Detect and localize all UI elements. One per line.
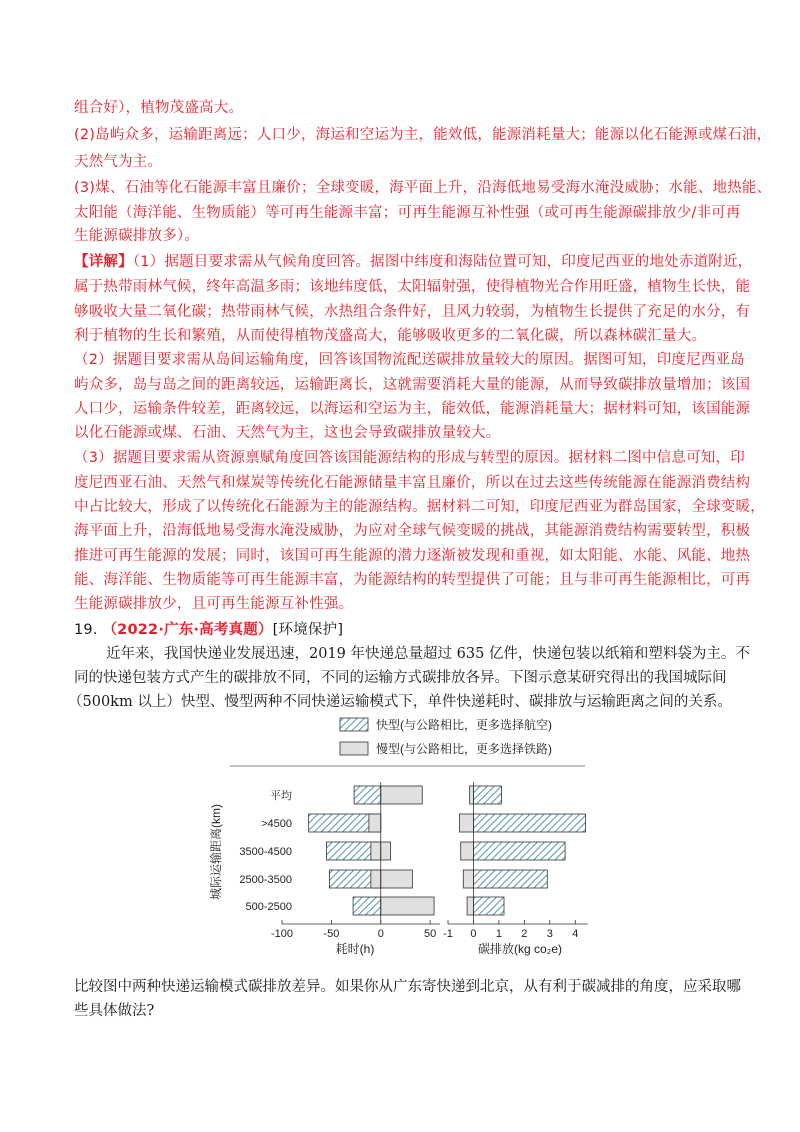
explain-tag: 【详解】: [74, 254, 133, 270]
category-label-2: 3500-4500: [239, 846, 292, 858]
carbon-fast-bar-1: [473, 814, 585, 832]
legend-swatch-1: [340, 742, 368, 755]
carbon-tick-label-0: -1: [443, 928, 453, 940]
time-slow-bar-2: [381, 842, 391, 860]
carbon-tick-label-5: 4: [572, 928, 579, 940]
time-slow-bar-3: [381, 870, 413, 888]
explain-p1-line-1: [74, 250, 752, 271]
question-stem-line-1: 近年来，我国快递业发展迅速，2019 年快递总量超过 635 亿件，快递包装以纸箱和塑料袋为主。不: [106, 646, 750, 662]
chart-y-axis-label: 城际运输距离(km): [209, 804, 223, 900]
answer-line-6: 生能源碳排放多）。: [74, 228, 200, 244]
carbon-slow-bar-4: [467, 897, 473, 915]
answer-line-2: (2)岛屿众多，运输距离远；人口少，海运和空运为主，能效低，能源消耗量大；能源以化石能源或煤石油，: [74, 127, 772, 143]
explain-p2-line-3: 人口少，运输条件较差，距离较远，以海运和空运为主，能效低，能源消耗量大；据材料可知，该国能源: [74, 401, 751, 417]
time-slow-left-bar-3: [371, 870, 381, 888]
category-label-4: 500-2500: [245, 901, 292, 913]
carbon-tick-label-2: 1: [495, 928, 502, 940]
time-tick-label-3: 50: [424, 928, 437, 940]
time-slow-bar-4: [381, 897, 434, 915]
carbon-tick-label-3: 2: [521, 928, 528, 940]
question-topic: [环境保护]: [272, 622, 344, 638]
legend-label-1: 慢型(与公路相比，更多选择铁路): [376, 742, 552, 756]
question-stem-line-3: （500km 以上）快型、慢型两种不同快递运输模式下，单件快递耗时、碳排放与运输距离之间的关系。: [68, 694, 732, 710]
explain-p2-line-1: （2）据题目要求需从岛间运输角度，回答该国物流配送碳排放量较大的原因。据图可知，印度尼西亚岛: [74, 352, 745, 368]
explain-p3-line-3: 中占比较大，形成了以传统化石能源为主的能源结构。据材料二可知，印度尼西亚为群岛国家，全球变暖，: [74, 499, 765, 515]
question-number: 19.: [74, 622, 98, 638]
time-tick-label-1: -50: [323, 928, 340, 940]
explain-p2-line-4: 以化石能源或煤、石油、天然气为主，这也会导致碳排放量较大。: [74, 425, 501, 441]
carbon-fast-bar-0: [473, 786, 501, 804]
time-slow-left-bar-2: [371, 842, 381, 860]
category-label-1: >4500: [261, 818, 292, 830]
answer-line-3: 天然气为主。: [74, 154, 163, 170]
answer-line-5: 太阳能（海洋能、生物质能）等可再生能源丰富；可再生能源互补性强（或可再生能源碳排放少/非可再: [74, 205, 741, 221]
carbon-slow-bar-1: [459, 814, 473, 832]
carbon-fast-bar-3: [473, 870, 547, 888]
question-ask-line-1: 比较图中两种快递运输模式碳排放差异。如果你从广东寄快递到北京，从有利于碳减排的角度，应采取哪: [74, 979, 741, 995]
explain-p3-line-6: 能、海洋能、生物质能等可再生能源丰富，为能源结构的转型提供了可能；且与非可再生能源相比，可再: [74, 572, 751, 588]
carbon-slow-bar-0: [470, 786, 474, 804]
carbon-slow-bar-2: [461, 842, 474, 860]
chart-legend: [340, 717, 552, 756]
time-axis-label: 耗时(h): [335, 942, 375, 956]
time-slow-left-bar-1: [369, 814, 381, 832]
question-stem-line-2: 同的快递包装方式产生的碳排放不同，不同的运输方式碳排放各异。下图示意某研究得出的我国城际间: [74, 670, 727, 686]
carbon-tick-label-4: 3: [546, 928, 553, 940]
explain-p1-line-2: 属于热带雨林气候，终年高温多雨；该地纬度低，太阳辐射强，使得植物光合作用旺盛，植物生长快，能: [74, 279, 751, 295]
carbon-axis-label: 碳排放(kg co₂e): [477, 942, 563, 956]
explain-p1-line-4: 利于植物的生长和繁殖，从而使得植物茂盛高大，能够吸收更多的二氧化碳，所以森林碳汇量大。: [74, 328, 707, 344]
legend-swatch-0: [340, 718, 368, 731]
time-tick-label-0: -100: [270, 928, 294, 940]
carbon-tick-label-1: 0: [470, 928, 477, 940]
answer-line-1: 组合好），植物茂盛高大。: [74, 100, 244, 116]
carbon-fast-bar-4: [473, 897, 504, 915]
time-tick-label-2: 0: [377, 928, 384, 940]
explain-p1-l1-text: （1）据题目要求需从气候角度回答。据图中纬度和海陆位置可知，印度尼西亚的地处赤道附近，: [132, 254, 753, 270]
explain-p1-line-3: 够吸收大量二氧化碳；热带雨林气候，水热组合条件好，且风力较弱，为植物生长提供了充足的水分，有: [74, 304, 751, 320]
category-label-3: 2500-3500: [239, 874, 292, 886]
transport-chart: [200, 712, 600, 958]
carbon-slow-bar-3: [463, 870, 473, 888]
category-label-0: 平均: [270, 790, 292, 802]
explain-p3-line-1: （3）据题目要求需从资源禀赋角度回答该国能源结构的形成与转型的原因。据材料二图中信息可知，印: [74, 450, 745, 466]
explain-p3-line-4: 海平面上升，沿海低地易受海水淹没威胁，为应对全球气候变暖的挑战，其能源消费结构需要转型，积极: [74, 523, 751, 539]
time-fast-bar-0: [354, 786, 381, 804]
answer-line-4: (3)煤、石油等化石能源丰富且廉价；全球变暖，海平面上升，沿海低地易受海水淹没威胁；水能、地热能、: [74, 180, 772, 196]
explain-p3-line-2: 度尼西亚石油、天然气和煤炭等传统化石能源储量丰富且廉价，所以在过去这些传统能源在能源消费结构: [74, 475, 751, 491]
question-source: （2022·广东·高考真题）: [102, 622, 273, 638]
question-ask-line-2: 些具体做法?: [74, 1003, 155, 1019]
carbon-fast-bar-2: [473, 842, 565, 860]
question-header: [74, 618, 343, 639]
explain-p3-line-5: 推进可再生能源的发展；同时，该国可再生能源的潜力逐渐被发现和重视，如太阳能、水能、风能、地热: [74, 548, 751, 564]
time-fast-bar-4: [353, 897, 381, 915]
legend-label-0: 快型(与公路相比，更多选择航空): [376, 718, 552, 732]
explain-p2-line-2: 屿众多，岛与岛之间的距离较远，运输距离长，这就需要消耗大量的能源，从而导致碳排放量增加；该国: [74, 377, 751, 393]
explain-p3-line-7: 生能源碳排放少，且可再生能源互补性强。: [74, 596, 354, 612]
time-slow-bar-0: [381, 786, 422, 804]
